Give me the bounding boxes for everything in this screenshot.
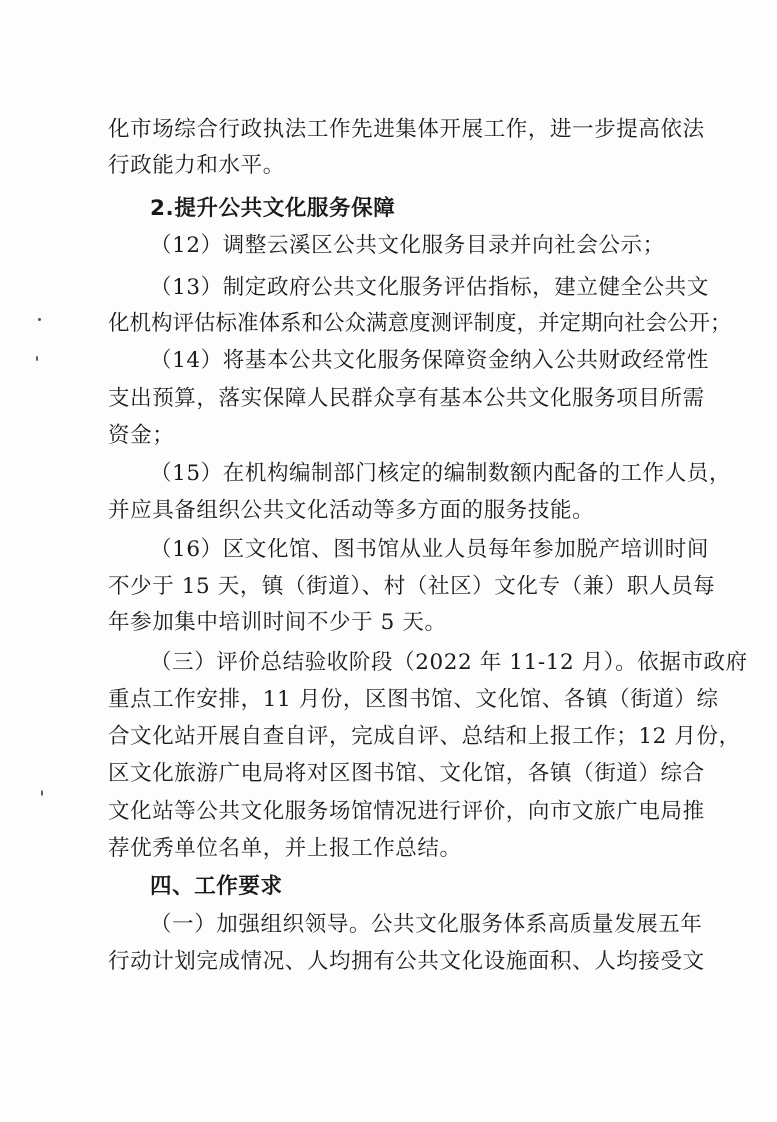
section-heading: 四、工作要求 — [150, 874, 283, 899]
paragraph-line: 重点工作安排，11 月份，区图书馆、文化馆、各镇（街道）综 — [108, 687, 719, 712]
paragraph-line: （16）区文化馆、图书馆从业人员每年参加脱产培训时间 — [150, 537, 709, 562]
scan-speck — [41, 790, 43, 796]
paragraph-line: 不少于 15 天，镇（街道）、村（社区）文化专（兼）职人员每 — [108, 574, 716, 599]
paragraph-line: 文化站等公共文化服务场馆情况进行评价，向市文旅广电局推 — [108, 799, 705, 824]
scan-speck — [38, 318, 41, 321]
paragraph-line: （15）在机构编制部门核定的编制数额内配备的工作人员， — [150, 461, 732, 486]
paragraph-line: （12）调整云溪区公共文化服务目录并向社会公示； — [150, 233, 665, 258]
paragraph-line: 化市场综合行政执法工作先进集体开展工作，进一步提高依法 — [108, 117, 705, 142]
scan-speck — [36, 356, 38, 361]
paragraph-line: （14）将基本公共文化服务保障资金纳入公共财政经常性 — [150, 348, 709, 373]
paragraph-line: 行政能力和水平。 — [108, 153, 285, 178]
paragraph-line: 并应具备组织公共文化活动等多方面的服务技能。 — [108, 498, 595, 523]
paragraph-line: 资金； — [108, 423, 175, 448]
paragraph-line: （13）制定政府公共文化服务评估指标，建立健全公共文 — [150, 275, 709, 300]
paragraph-line: 荐优秀单位名单，并上报工作总结。 — [108, 836, 462, 861]
paragraph-line: 化机构评估标准体系和公众满意度测评制度，并定期向社会公开； — [108, 311, 732, 336]
section-heading: 2.提升公共文化服务保障 — [150, 196, 396, 221]
paragraph-line: 行动计划完成情况、人均拥有公共文化设施面积、人均接受文 — [108, 949, 705, 974]
paragraph-line: 区文化旅游广电局将对区图书馆、文化馆，各镇（街道）综合 — [108, 761, 705, 786]
paragraph-line: 年参加集中培训时间不少于 5 天。 — [108, 610, 447, 635]
paragraph-line: （一）加强组织领导。公共文化服务体系高质量发展五年 — [150, 912, 703, 937]
paragraph-line: （三）评价总结验收阶段（2022 年 11-12 月）。依据市政府 — [150, 650, 748, 675]
paragraph-line: 支出预算，落实保障人民群众享有基本公共文化服务项目所需 — [108, 386, 705, 411]
paragraph-line: 合文化站开展自查自评，完成自评、总结和上报工作；12 月份， — [108, 724, 741, 749]
